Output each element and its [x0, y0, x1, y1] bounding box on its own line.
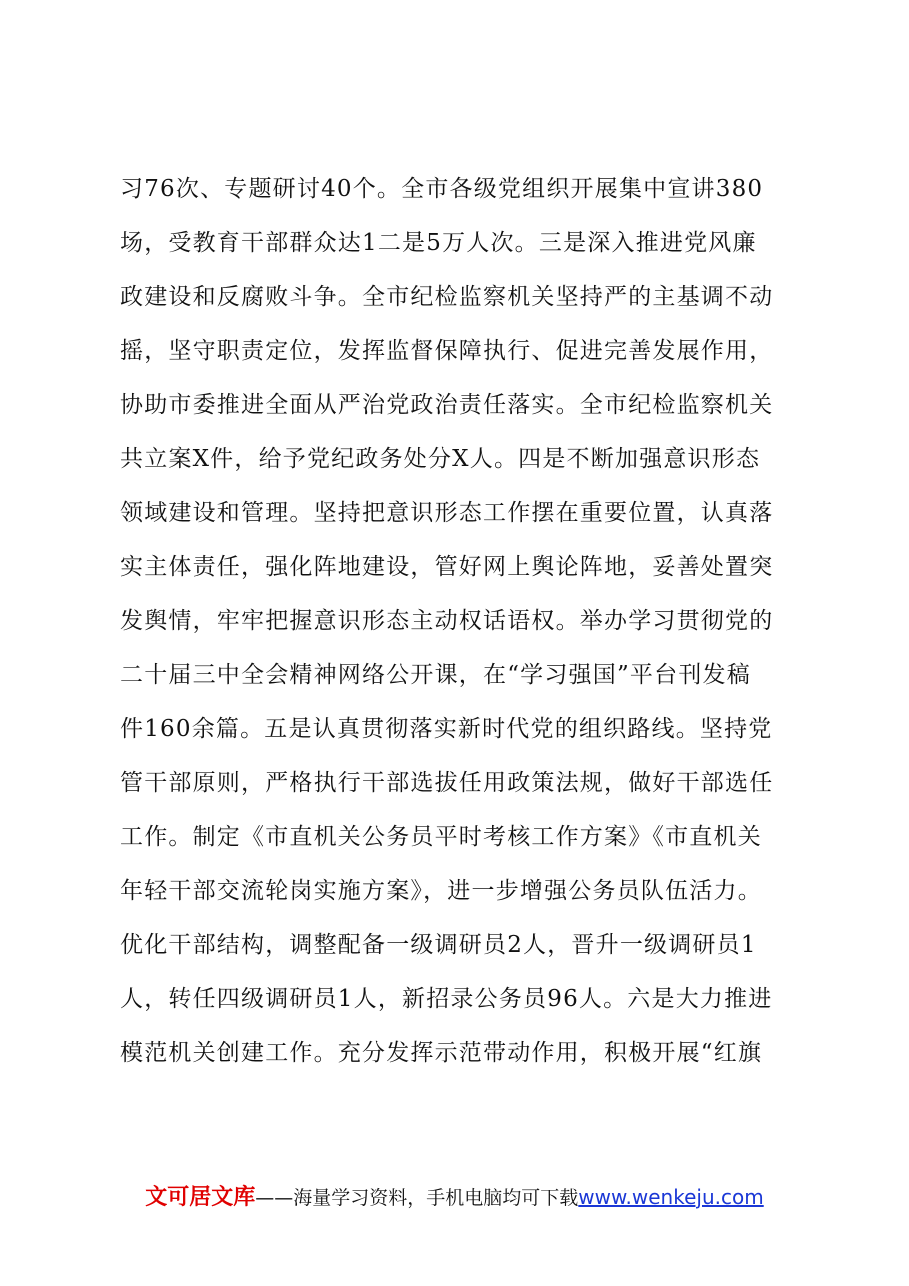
text-line: 协助市委推进全面从严治党政治责任落实。全市纪检监察机关 [120, 392, 774, 418]
text-line: 政建设和反腐败斗争。全市纪检监察机关坚持严的主基调不动 [120, 284, 774, 310]
text-line: 优化干部结构，调整配备一级调研员2人，晋升一级调研员1 [120, 932, 757, 958]
text-line: 发舆情，牢牢把握意识形态主动权话语权。举办学习贯彻党的 [120, 608, 774, 634]
text-line: 工作。制定《市直机关公务员平时考核工作方案》《市直机关 [120, 824, 762, 850]
text-line: 模范机关创建工作。充分发挥示范带动作用，积极开展“红旗 [120, 1040, 763, 1066]
text-line: 领域建设和管理。坚持把意识形态工作摆在重要位置，认真落 [120, 500, 774, 526]
footer-url-link[interactable]: www.wenkeju.com [578, 1185, 764, 1209]
document-body [120, 162, 800, 1080]
text-line: 二十届三中全会精神网络公开课，在“学习强国”平台刊发稿 [120, 662, 751, 688]
text-line: 管干部原则，严格执行干部选拔任用政策法规，做好干部选任 [120, 770, 774, 796]
text-line: 习76次、专题研讨40个。全市各级党组织开展集中宣讲380 [120, 176, 764, 202]
text-line: 实主体责任，强化阵地建设，管好网上舆论阵地，妥善处置突 [120, 554, 774, 580]
text-line: 人，转任四级调研员1人，新招录公务员96人。六是大力推进 [120, 986, 773, 1012]
footer-banner [0, 1180, 909, 1211]
text-line: 场，受教育干部群众达1二是5万人次。三是深入推进党风廉 [120, 230, 757, 256]
footer-slogan: ——海量学习资料，手机电脑均可下载 [255, 1187, 579, 1209]
text-line: 共立案X件，给予党纪政务处分X人。四是不断加强意识形态 [120, 446, 761, 472]
footer-brand: 文可居文库 [145, 1185, 256, 1210]
text-line: 摇，坚守职责定位，发挥监督保障执行、促进完善发展作用， [120, 338, 774, 364]
text-line: 件160余篇。五是认真贯彻落实新时代党的组织路线。坚持党 [120, 716, 773, 742]
text-line: 年轻干部交流轮岗实施方案》，进一步增强公务员队伍活力。 [120, 878, 762, 904]
